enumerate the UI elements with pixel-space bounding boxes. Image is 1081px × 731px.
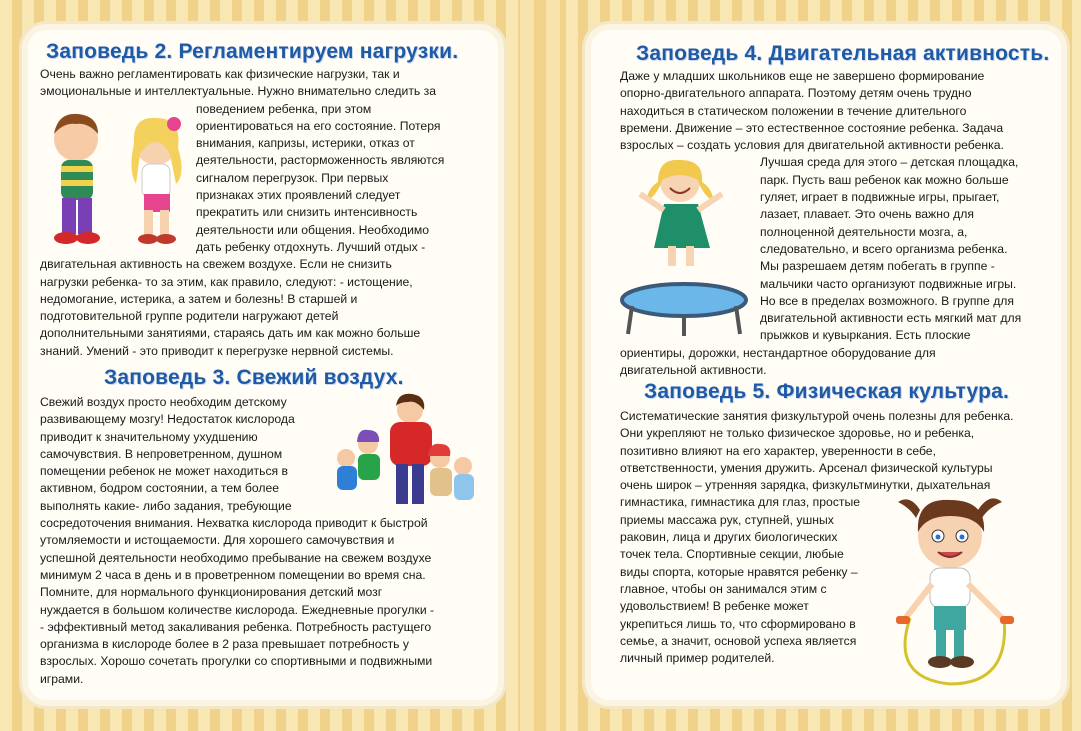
section5-title: Заповедь 5. Физическая культура. bbox=[644, 380, 1010, 403]
section2-title: Заповедь 2. Регламентируем нагрузки. bbox=[46, 40, 459, 63]
right-page bbox=[566, 0, 1081, 731]
section4-title: Заповедь 4. Двигательная активность. bbox=[636, 42, 1050, 65]
family-winter-illustration bbox=[328, 392, 478, 512]
trampoline-girl-illustration bbox=[614, 154, 754, 340]
jump-rope-boy-illustration bbox=[880, 488, 1030, 692]
section2-text: Очень важно регламентировать как физические нагрузки, так и эмоциональные и интеллектуальные. Нужно внимательно следить за поведением ребенка, при этом ориентироваться на его состояние. Потеря внимания, капризы, истерики, отказ от деятельности, расторможенность являются сигналом перегрузок. При первых признаках этих проявлений следует прекратить или снизить интенсивность деятельности или общения. Необходимо дать ребенку отдохнуть. Лучший отдых - двигательная активность на свежем воздухе. Если не снизить нагрузки ребенка- то за этим, как правило, следуют: - истощение, недомогание, истерика, а затем и болезнь! В старшей и подготовительной группе родители нагружают детей дополнительными занятиями, стараясь дать им как можно больше знаний. Умений - это приводит к перегрузке нервной системы. bbox=[40, 67, 445, 358]
two-kids-illustration bbox=[36, 104, 196, 254]
section3-text: Свежий воздух просто необходим детскому развивающему мозгу! Недостаток кислорода приводит к значительному ухудшению самочувствия. В непроветренном, душном помещении ребенок не может находиться в активном, бодром состоянии, а тем более выполнять какие- либо задания, требующие сосредоточения внимания. Нехватка кислорода приводит к быстрой утомляемости и истощаемости. Для хорошего самочувствия и успешной деятельности необходимо пребывание на свежем воздухе минимум 2 часа в день и в проветренном помещении во время сна. Помните, для нормального функционирования детский мозг нуждается в большом количестве кислорода. Ежедневные прогулки - - эффективный метод закаливания ребенка. Потребность растущего организма в кислороде более в 2 раза превышает потребность у взрослых. Хорошо сочетать прогулки со спортивными и подвижными играми. bbox=[40, 395, 435, 686]
section3-title: Заповедь 3. Свежий воздух. bbox=[104, 366, 404, 389]
left-page bbox=[0, 0, 520, 731]
section4-text: Даже у младших школьников еще не завершено формирование опорно-двигательного аппарата. Поэтому детям очень трудно находиться в статическом положении в течение длительного времени. Движение – это естественное состояние ребенка. Задача взрослых – создать условия для двигательной активности ребенка. Лучшая среда для этого – детская площадка, парк. Пусть ваш ребенок как можно больше гуляет, играет в подвижные игры, прыгает, лазает, плавает. Это очень важно для полноценной деятельности мозга, а, следовательно, и всего организма ребенка. Мы разрешаем детям побегать в группе - мальчики часто организуют подвижные игры. Но все в пределах возможного. В группе для двигательной активности есть мягкий мат для прыжков и кувыркания. Есть плоские ориентиры, дорожки, нестандартное оборудование для двигательной активности. bbox=[620, 69, 1022, 378]
section5-text: Систематические занятия физкультурой очень полезны для ребенка. Они укрепляют не только физическое здоровье, но и ребенка, позитивно влияют на его характер, уверенности в себе, ответственности, умения дружить. Арсенал физической культуры очень широк – утренняя зарядка, физкультминутки, дыхательная гимнастика, гимнастика для глаз, простые приемы массажа рук, ступней, ушных раковин, лица и других биологических точек тела. Спортивные секции, любые виды спорта, которые нравятся ребенку – главное, чтобы он занимался этим с удовольствием! В ребенке может укрепиться лишь то, что сформировано в семье, а значит, основой успеха является личный пример родителей. bbox=[620, 409, 1014, 666]
